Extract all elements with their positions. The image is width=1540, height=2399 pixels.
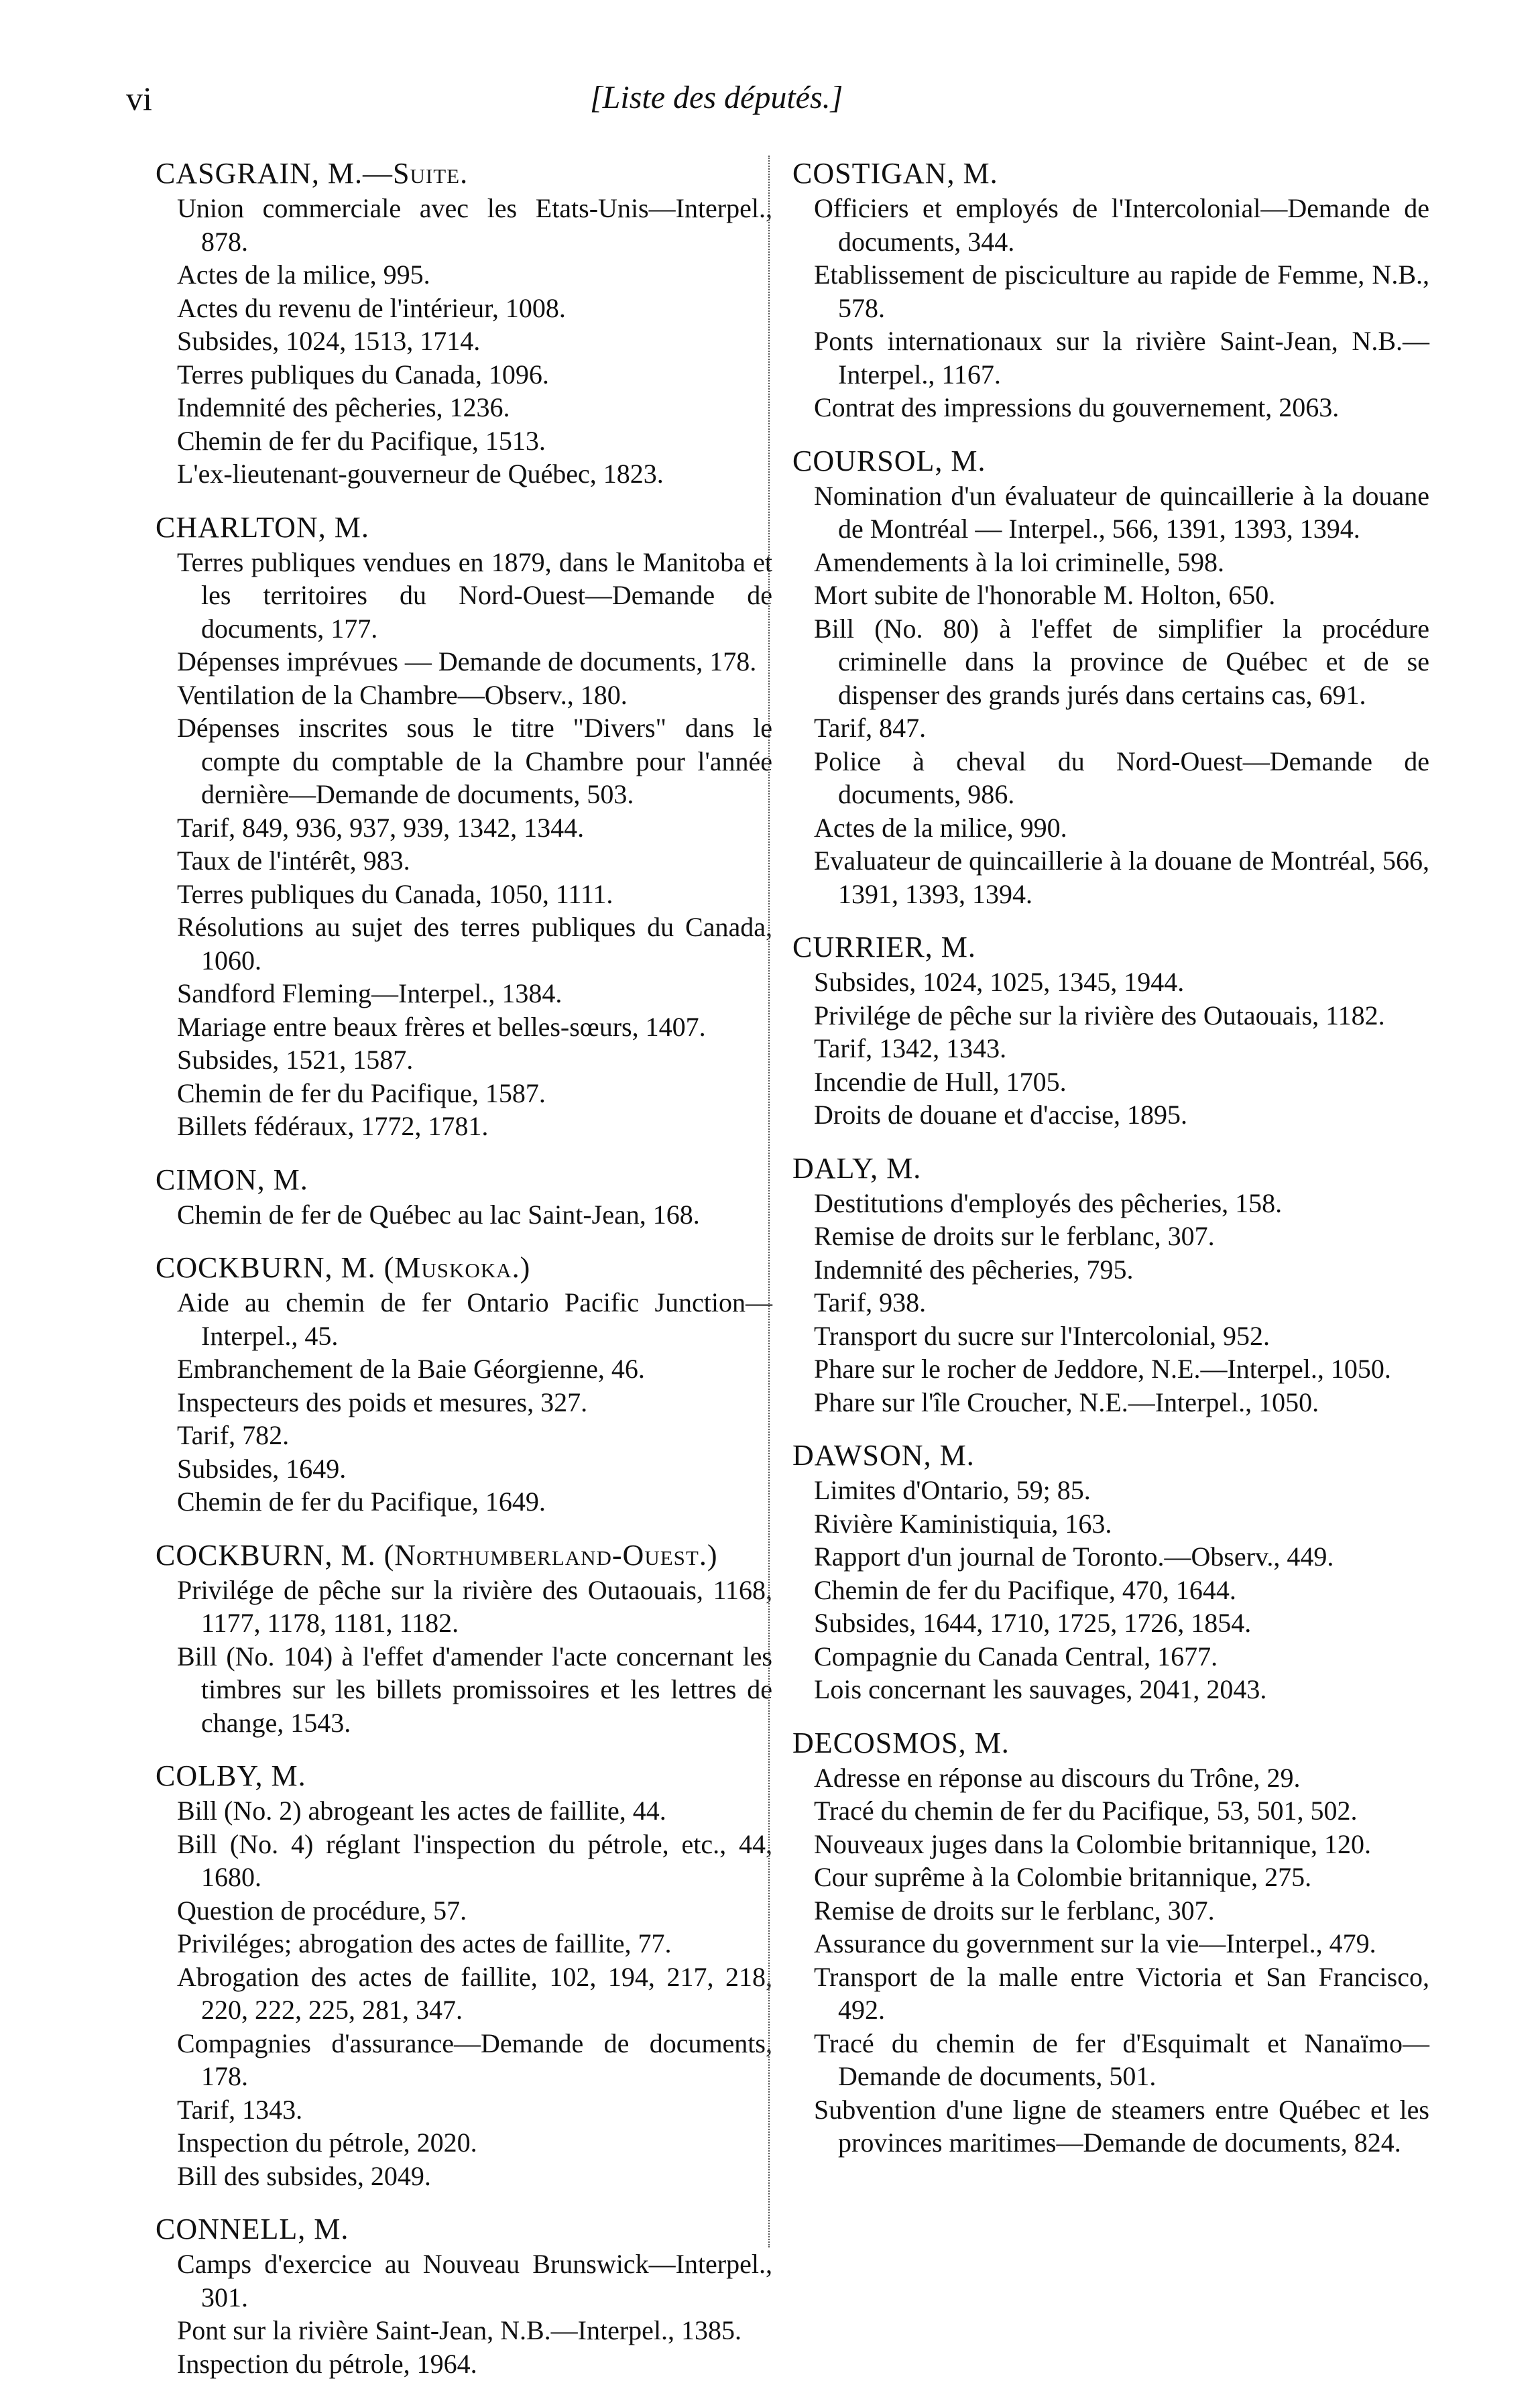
- index-entry: [792, 929, 1429, 1132]
- entry-items: [156, 1286, 772, 1519]
- right-column: [792, 156, 1429, 2178]
- entry-item: Limites d'Ontario, 59; 85.: [814, 1475, 1091, 1505]
- entry-item: Nomination d'un évaluateur de quincaillerie à la douane de Montréal — Interpel., 566, 1391, 1393, 1394.: [814, 480, 1429, 544]
- entry-items: [792, 479, 1429, 911]
- entry-item: Subsides, 1649.: [177, 1453, 347, 1484]
- entry-item: Chemin de fer du Pacifique, 1513.: [177, 425, 546, 456]
- page-number: vi: [126, 80, 152, 117]
- entry-item: Destitutions d'employés des pêcheries, 158.: [814, 1187, 1283, 1218]
- deputy-name: COURSOL, M.: [792, 444, 986, 477]
- entry-item: Chemin de fer de Québec au lac Saint-Jean, 168.: [177, 1199, 700, 1230]
- entry-item: Mariage entre beaux frères et belles-sœurs, 1407.: [177, 1011, 706, 1042]
- entry-item: Bill (No. 4) réglant l'inspection du pétrole, etc., 44, 1680.: [177, 1828, 772, 1892]
- deputy-name: CHARLTON, M.: [156, 510, 369, 544]
- index-entry: [156, 1758, 772, 2192]
- entry-item: Chemin de fer du Pacifique, 1587.: [177, 1077, 546, 1108]
- entry-item: Police à cheval du Nord-Ouest—Demande de documents, 986.: [814, 746, 1429, 809]
- entry-item: Dépenses inscrites sous le titre "Divers" dans le compte du comptable de la Chambre pour l'année dernière—Demande de documents, 503.: [177, 713, 772, 809]
- entry-item: Chemin de fer du Pacifique, 1649.: [177, 1486, 546, 1517]
- entry-item: Compagnies d'assurance—Demande de documents, 178.: [177, 2028, 772, 2091]
- entry-item: Nouveaux juges dans la Colombie britannique, 120.: [814, 1828, 1371, 1859]
- index-entry: [792, 1438, 1429, 1706]
- entry-item: Privilége de pêche sur la rivière des Outaouais, 1168, 1177, 1178, 1181, 1182.: [177, 1574, 772, 1638]
- entry-item: Tarif, 1342, 1343.: [814, 1033, 1007, 1063]
- entry-item: Evaluateur de quincaillerie à la douane de Montréal, 566, 1391, 1393, 1394.: [814, 845, 1429, 909]
- entry-item: Aide au chemin de fer Ontario Pacific Junction—Interpel., 45.: [177, 1287, 772, 1351]
- entry-item: Indemnité des pêcheries, 795.: [814, 1254, 1134, 1285]
- index-entry: [156, 1537, 772, 1740]
- entry-item: Billets fédéraux, 1772, 1781.: [177, 1111, 489, 1141]
- entry-items: [156, 1574, 772, 1740]
- index-entry: [156, 2211, 772, 2380]
- entry-item: Amendements à la loi criminelle, 598.: [814, 546, 1225, 577]
- entry-item: Terres publiques vendues en 1879, dans le Manitoba et les territoires du Nord-Ouest—Demande de documents, 177.: [177, 546, 772, 644]
- index-entry: [156, 1250, 772, 1519]
- entry-item: Remise de droits sur le ferblanc, 307.: [814, 1895, 1215, 1926]
- entry-item: Transport de la malle entre Victoria et San Francisco, 492.: [814, 1961, 1429, 2025]
- entry-item: Tracé du chemin de fer d'Esquimalt et Nanaïmo—Demande de documents, 501.: [814, 2028, 1429, 2091]
- entry-item: Bill (No. 80) à l'effet de simplifier la procédure criminelle dans la province de Québec et de se dispenser des grands jurés dans certains cas, 691.: [814, 613, 1429, 710]
- entry-item: Adresse en réponse au discours du Trône, 29.: [814, 1762, 1301, 1793]
- entry-item: Chemin de fer du Pacifique, 470, 1644.: [814, 1574, 1236, 1605]
- deputy-name: CIMON, M.: [156, 1163, 308, 1196]
- deputy-name: DALY, M.: [792, 1151, 922, 1185]
- entry-items: [156, 2247, 772, 2380]
- deputy-name: CONNELL, M.: [156, 2213, 349, 2245]
- entry-item: Rapport d'un journal de Toronto.—Observ., 449.: [814, 1541, 1334, 1572]
- entry-item: Rivière Kaministiquia, 163.: [814, 1508, 1112, 1539]
- deputy-name: CASGRAIN, M.—Suite.: [156, 157, 469, 190]
- deputy-name: COSTIGAN, M.: [792, 157, 998, 190]
- entry-item: Pont sur la rivière Saint-Jean, N.B.—Interpel., 1385.: [177, 2315, 742, 2345]
- entry-item: Camps d'exercice au Nouveau Brunswick—Interpel., 301.: [177, 2249, 772, 2313]
- entry-item: Transport du sucre sur l'Intercolonial, 952.: [814, 1320, 1270, 1351]
- entry-item: Phare sur le rocher de Jeddore, N.E.—Interpel., 1050.: [814, 1354, 1391, 1384]
- entry-item: Actes de la milice, 990.: [814, 812, 1067, 843]
- entry-item: Subvention d'une ligne de steamers entre Québec et les provinces maritimes—Demande de documents, 824.: [814, 2094, 1429, 2158]
- entry-item: Embranchement de la Baie Géorgienne, 46.: [177, 1354, 645, 1384]
- entry-item: Bill des subsides, 2049.: [177, 2160, 431, 2191]
- entry-item: Priviléges; abrogation des actes de faillite, 77.: [177, 1928, 672, 1958]
- entry-item: Subsides, 1521, 1587.: [177, 1045, 414, 1075]
- index-entry: [792, 156, 1429, 424]
- entry-item: Subsides, 1024, 1513, 1714.: [177, 326, 481, 356]
- entry-item: Inspection du pétrole, 1964.: [177, 2348, 477, 2379]
- entry-item: Bill (No. 104) à l'effet d'amender l'acte concernant les timbres sur les billets promissoires et les lettres de change, 1543.: [177, 1641, 772, 1738]
- deputy-name: DECOSMOS, M.: [792, 1726, 1010, 1759]
- entry-item: Indemnité des pêcheries, 1236.: [177, 392, 510, 422]
- index-entry: [792, 1151, 1429, 1419]
- entry-item: Incendie de Hull, 1705.: [814, 1066, 1067, 1097]
- entry-item: Actes de la milice, 995.: [177, 259, 430, 290]
- entry-item: Cour suprême à la Colombie britannique, 275.: [814, 1862, 1312, 1892]
- entry-items: [156, 1198, 772, 1232]
- running-head: [Liste des députés.]: [590, 80, 843, 115]
- left-column: [156, 156, 772, 2399]
- entry-item: Ponts internationaux sur la rivière Saint-Jean, N.B.—Interpel., 1167.: [814, 326, 1429, 390]
- entry-item: Taux de l'intérêt, 983.: [177, 845, 410, 876]
- entry-item: Sandford Fleming—Interpel., 1384.: [177, 978, 562, 1008]
- entry-item: Actes du revenu de l'intérieur, 1008.: [177, 292, 566, 323]
- entry-item: Subsides, 1024, 1025, 1345, 1944.: [814, 967, 1185, 997]
- entry-item: Terres publiques du Canada, 1050, 1111.: [177, 878, 613, 909]
- entry-item: Bill (No. 2) abrogeant les actes de faillite, 44.: [177, 1796, 666, 1826]
- entry-item: Dépenses imprévues — Demande de documents, 178.: [177, 646, 757, 677]
- entry-items: [792, 1187, 1429, 1419]
- entry-item: Etablissement de pisciculture au rapide de Femme, N.B., 578.: [814, 259, 1429, 323]
- entry-item: Tarif, 782.: [177, 1420, 290, 1450]
- entry-item: L'ex-lieutenant-gouverneur de Québec, 1823.: [177, 459, 664, 489]
- entry-items: [156, 1794, 772, 2192]
- deputy-name: DAWSON, M.: [792, 1439, 975, 1472]
- index-entry: [156, 1162, 772, 1232]
- entry-items: [792, 192, 1429, 424]
- entry-item: Phare sur l'île Croucher, N.E.—Interpel., 1050.: [814, 1387, 1319, 1417]
- deputy-name: COCKBURN, M. (Northumberland-Ouest.): [156, 1538, 718, 1572]
- column-divider: [768, 156, 770, 2247]
- deputy-name: CURRIER, M.: [792, 931, 976, 963]
- page-header: [0, 79, 1540, 133]
- entry-item: Inspecteurs des poids et mesures, 327.: [177, 1387, 588, 1417]
- index-entry: [156, 510, 772, 1143]
- entry-item: Privilége de pêche sur la rivière des Outaouais, 1182.: [814, 1000, 1385, 1031]
- entry-item: Ventilation de la Chambre—Observ., 180.: [177, 679, 628, 710]
- entry-item: Question de procédure, 57.: [177, 1895, 467, 1926]
- index-entry: [156, 156, 772, 491]
- entry-item: Résolutions au sujet des terres publiques du Canada, 1060.: [177, 912, 772, 976]
- entry-items: [792, 966, 1429, 1132]
- deputy-name: COLBY, M.: [156, 1759, 306, 1792]
- entry-item: Tarif, 847.: [814, 713, 927, 743]
- entry-item: Subsides, 1644, 1710, 1725, 1726, 1854.: [814, 1608, 1252, 1638]
- entry-item: Tarif, 938.: [814, 1287, 927, 1318]
- entry-item: Remise de droits sur le ferblanc, 307.: [814, 1221, 1215, 1251]
- index-entry: [792, 1725, 1429, 2160]
- entry-item: Droits de douane et d'accise, 1895.: [814, 1100, 1188, 1130]
- entry-item: Terres publiques du Canada, 1096.: [177, 359, 549, 390]
- entry-item: Tracé du chemin de fer du Pacifique, 53, 501, 502.: [814, 1796, 1358, 1826]
- entry-items: [792, 1761, 1429, 2160]
- entry-item: Union commerciale avec les Etats-Unis—Interpel., 878.: [177, 193, 772, 257]
- entry-item: Abrogation des actes de faillite, 102, 194, 217, 218, 220, 222, 225, 281, 347.: [177, 1961, 772, 2025]
- entry-item: Inspection du pétrole, 2020.: [177, 2127, 477, 2158]
- deputy-name: COCKBURN, M. (Muskoka.): [156, 1251, 531, 1284]
- entry-item: Compagnie du Canada Central, 1677.: [814, 1641, 1218, 1672]
- entry-items: [792, 1474, 1429, 1706]
- entry-item: Mort subite de l'honorable M. Holton, 650.: [814, 580, 1276, 610]
- entry-item: Lois concernant les sauvages, 2041, 2043.: [814, 1674, 1267, 1704]
- entry-item: Tarif, 1343.: [177, 2094, 303, 2125]
- index-entry: [792, 443, 1429, 911]
- entry-item: Contrat des impressions du gouvernement, 2063.: [814, 392, 1340, 422]
- entry-item: Assurance du government sur la vie—Interpel., 479.: [814, 1928, 1376, 1958]
- entry-item: Tarif, 849, 936, 937, 939, 1342, 1344.: [177, 812, 585, 843]
- entry-item: Officiers et employés de l'Intercolonial—Demande de documents, 344.: [814, 193, 1429, 257]
- entry-items: [156, 546, 772, 1143]
- entry-items: [156, 192, 772, 491]
